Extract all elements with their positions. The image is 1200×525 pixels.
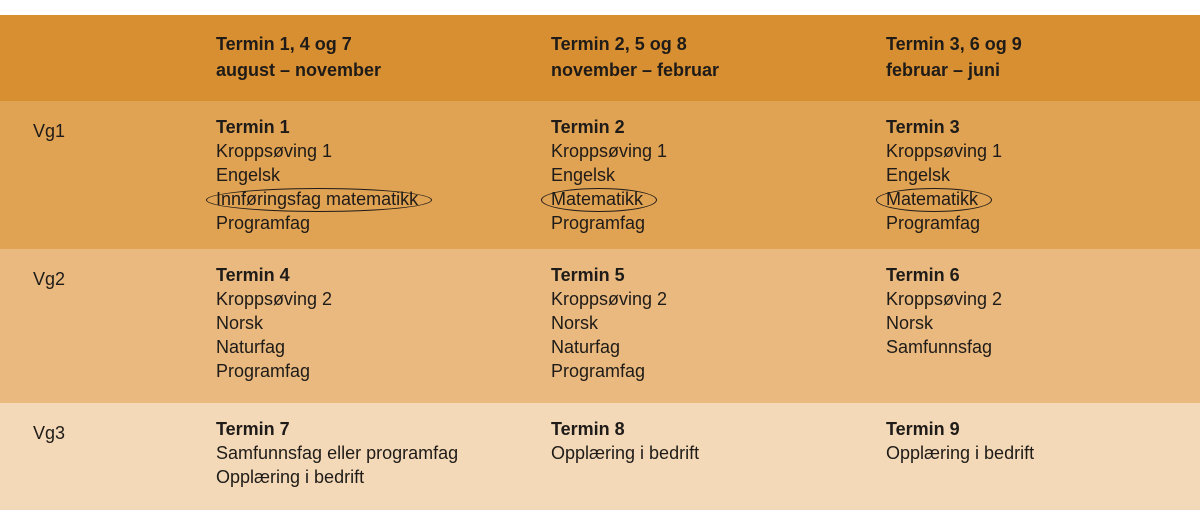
subject: Samfunnsfag	[886, 337, 993, 357]
subject: Opplæring i bedrift	[551, 443, 700, 463]
term-title: Termin 9	[886, 419, 960, 439]
subject-circled: Matematikk	[886, 189, 979, 209]
cell-vg3-termin-7	[216, 417, 458, 489]
row-vg3	[0, 403, 1200, 510]
header-column-1-terms: Termin 1, 4 og 7	[216, 34, 352, 54]
row-label-vg1: Vg1	[33, 121, 66, 141]
header-column-3-terms: Termin 3, 6 og 9	[886, 34, 1022, 54]
term-title: Termin 8	[551, 419, 625, 439]
subject: Kroppsøving 2	[216, 289, 333, 309]
term-title: Termin 7	[216, 419, 290, 439]
subject: Kroppsøving 2	[886, 289, 1003, 309]
subject: Norsk	[216, 313, 264, 333]
subject: Programfag	[216, 361, 311, 381]
cell-vg2-termin-5	[551, 263, 667, 383]
subject-circled: Matematikk	[551, 189, 644, 209]
row-vg2	[0, 249, 1200, 403]
subject: Programfag	[551, 361, 646, 381]
cell-vg2-termin-6	[886, 263, 1002, 359]
subject: Engelsk	[551, 165, 616, 185]
subject: Kroppsøving 1	[551, 141, 668, 161]
cell-vg1-termin-2	[551, 115, 667, 235]
subject: Naturfag	[551, 337, 621, 357]
term-title: Termin 4	[216, 265, 290, 285]
subject: Engelsk	[216, 165, 281, 185]
subject: Opplæring i bedrift	[216, 467, 365, 487]
term-title: Termin 6	[886, 265, 960, 285]
subject: Naturfag	[216, 337, 286, 357]
header-column-2	[551, 31, 719, 83]
row-label-vg2: Vg2	[33, 269, 66, 289]
subject: Opplæring i bedrift	[886, 443, 1035, 463]
cell-vg2-termin-4	[216, 263, 332, 383]
subject: Kroppsøving 1	[216, 141, 333, 161]
subject: Kroppsøving 2	[551, 289, 668, 309]
subject-circled: Innføringsfag matematikk	[216, 189, 419, 209]
term-title: Termin 1	[216, 117, 290, 137]
header-column-2-terms: Termin 2, 5 og 8	[551, 34, 687, 54]
cell-vg3-termin-9	[886, 417, 1034, 465]
subject: Kroppsøving 1	[886, 141, 1003, 161]
subject: Engelsk	[886, 165, 951, 185]
row-vg1	[0, 101, 1200, 249]
subject: Programfag	[886, 213, 981, 233]
header-column-2-period: november – februar	[551, 60, 720, 80]
cell-vg1-termin-3	[886, 115, 1002, 235]
term-title: Termin 5	[551, 265, 625, 285]
term-title: Termin 2	[551, 117, 625, 137]
subject: Samfunnsfag eller programfag	[216, 443, 459, 463]
subject: Programfag	[551, 213, 646, 233]
cell-vg3-termin-8	[551, 417, 699, 465]
subject: Norsk	[886, 313, 934, 333]
header-column-1	[216, 31, 381, 83]
subject: Norsk	[551, 313, 599, 333]
schedule-table	[0, 15, 1200, 510]
header-column-1-period: august – november	[216, 60, 382, 80]
term-title: Termin 3	[886, 117, 960, 137]
subject: Programfag	[216, 213, 311, 233]
header-row	[0, 15, 1200, 101]
header-column-3-period: februar – juni	[886, 60, 1001, 80]
row-label-vg3: Vg3	[33, 423, 66, 443]
header-column-3	[886, 31, 1022, 83]
cell-vg1-termin-1	[216, 115, 418, 235]
